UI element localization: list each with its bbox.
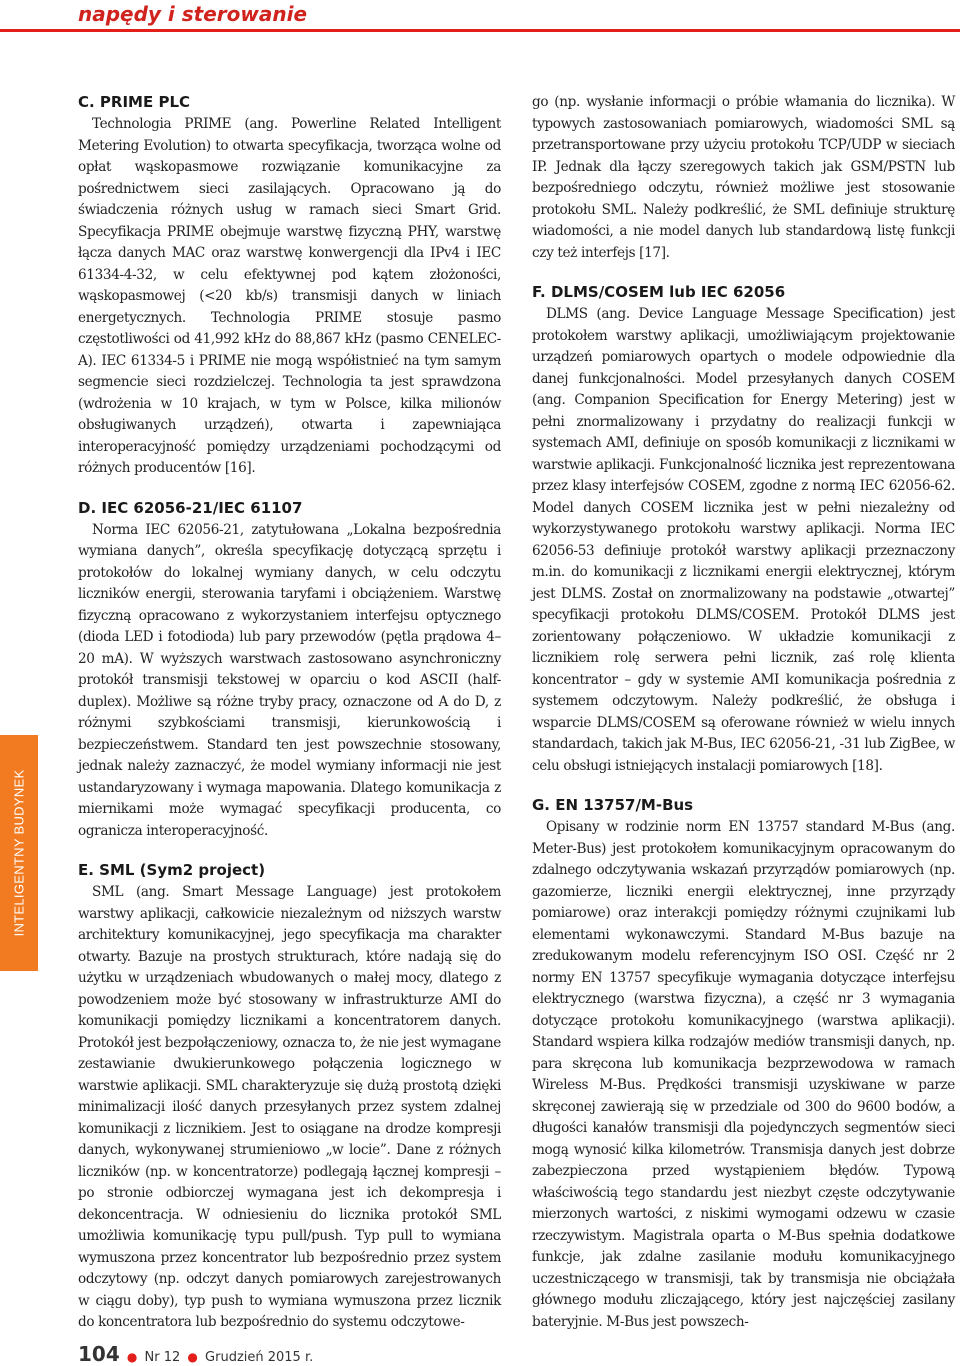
section-body: Norma IEC 62056-21, zatytułowana „Lokalna bezpośrednia wymiana danych”, określa specyfikację dotyczącą sprzętu i protokołów do lokalnej wymiany danych, w celu odczytu liczników energii, sterowania taryfami i obciążeniem. Warstwę fizyczną opracowano z wykorzystaniem interfejsu optycznego (dioda LED i fotodioda) lub pary przewodów (pętla prądowa 4–20 mA). W wyższych warstwach zastosowano asynchroniczny protokół transmisji tekstowej w oparciu o kod ASCII (half-duplex). Możliwe są różne tryby pracy, oznaczone od A do D, z różnymi szybkościami transmisji, kierunkowością i bezpieczeństwem. Standard ten jest powszechnie stosowany, jednak należy zaznaczyć, że model wymiany informacji nie jest ustandaryzowany i wymaga mapowania. Dlatego komunikacja z miernikami może wymagać specyfikacji producenta, co ogranicza interoperacyjność. [78, 521, 501, 839]
section-sml [78, 860, 501, 1334]
page-footer [78, 1342, 313, 1366]
section-heading: C. PRIME PLC [78, 93, 191, 111]
issue-date: Grudzień 2015 r. [205, 1350, 314, 1365]
side-tab-label: INTELIGENTNY BUDYNEK [11, 769, 27, 937]
section-body: DLMS (ang. Device Language Message Specification) jest protokołem warstwy aplikacji, umożliwiającym projektowanie urządzeń pomiarowych opartych o modele odpowiednie dla danej funkcjonalności. Model przesyłanych danych COSEM (ang. Companion Specification for Energy Metering) jest w pełni znormalizowany i przydatny do realizacji funkcji w systemach AMI, definiuje on sposób komunikacji z licznikami w warstwie aplikacji. Funkcjonalność licznika jest reprezentowana przez klasy interfejsów COSEM, zgodne z normą IEC 62056-62. Model danych COSEM licznika jest w pełni niezależny od wykorzystywanego protokołu warstwy aplikacji. Norma IEC 62056-53 definiuje protokół warstwy aplikacji przeznaczony m.in. do komunikacji z licznikami energii elektrycznej, którym jest DLMS. Został on znormalizowany na podstawie „otwartej” specyfikacji protokołu DLMS/COSEM. Protokół DLMS jest zorientowany połączeniowo. W układzie komunikacji z licznikiem rolę serwera pełni licznik, zaś rolę klienta koncentrator – gdy w systemie AMI komunikacja pośrednia z systemem odczytowym. Należy podkreślić, że obsługa i wsparcie DLMS/COSEM są oferowane również w wielu innych standardach, takich jak M-Bus, IEC 62056-21, -31 lub ZigBee, w celu obsługi istniejących instalacji pomiarowych [18]. [532, 306, 955, 774]
page-number: 104 [78, 1342, 120, 1366]
section-iec-62056-21 [78, 498, 501, 843]
section-heading: D. IEC 62056-21/IEC 61107 [78, 498, 303, 517]
section-body: SML (ang. Smart Message Language) jest protokołem warstwy aplikacji, całkowicie niezależnym od niższych warstw architektury komunikacyjnej, jego specyfikacja ma charakter otwarty. Bazuje na prostych strukturach, które nadają się do użytku w urządzeniach wbudowanych o małej mocy, dlatego z powodzeniem może być stosowany w infrastrukturze AMI do komunikacji pomiędzy licznikami a koncentratorem danych. Protokół jest bezpołączeniowy, oznacza to, że nie jest wymagane zestawianie dwukierunkowego połączenia logicznego w warstwie aplikacji. SML charakteryzuje się dużą prostotą dzięki minimalizacji ilość danych przesyłanych przez system zdalnej komunikacji z licznikiem. Jest to osiągane na drodze kompresji danych, wykonywanej strumieniowo „w locie”. Dane z różnych liczników (np. w koncentratorze) podlegają łącznej kompresji – po stronie odbiorczej wymagana jest ich dekompresja i dekoncentracja. W odniesieniu do licznika protokół SML umożliwia komunikację typu pull/push. Typ pull to wymiana wymuszona przez koncentrator lub bezpośrednio przez system odczytowy (np. odczyt danych pomiarowych zarejestrowanych w ciągu doby), typ push to wymiana wymuszona przez licznik do koncentratora lub bezpośrednio do systemu odczytowe- [78, 884, 501, 1330]
magazine-section-title: napędy i sterowanie [78, 2, 308, 26]
section-body: go (np. wysłanie informacji o próbie włamania do licznika). W typowych zastosowaniach pomiarowych, wiadomości SML są przetransportowane przy użyciu protokołu TCP/UDP w sieciach IP. Jednak dla łączy szeregowych takich jak GSM/PSTN lub bezpośredniego odczytu, również możliwe jest stosowanie protokołu SML. Należy podkreślić, że SML definiuje strukturę wiadomości, a nie model danych lub standardową listę funkcji czy też interfejs [17]. [532, 94, 955, 261]
section-heading: F. DLMS/COSEM lub IEC 62056 [532, 283, 786, 301]
section-sml-continued [532, 92, 955, 264]
bullet-icon: ● [126, 1350, 138, 1364]
section-heading: E. SML (Sym2 project) [78, 861, 266, 879]
issue-number: Nr 12 [144, 1350, 181, 1365]
side-section-tab [0, 735, 38, 971]
right-column [532, 92, 955, 1351]
section-m-bus [532, 795, 955, 1333]
section-body: Opisany w rodzinie norm EN 13757 standard M-Bus (ang. Meter-Bus) jest protokołem komunikacyjnym opracowanym do zdalnego odczytywania wskazań przyrządów pomiarowych (np. gazomierze, liczniki energii elektrycznej, inne przyrządy pomiarowe) oraz interakcji pomiędzy różnymi czujnikami lub elementami wykonawczymi. Standard M-Bus bazuje na zredukowanym modelu referencyjnym ISO OSI. Część nr 2 normy EN 13757 specyfikuje wymagania dotyczące interfejsu elektrycznego (warstwa fizyczna), a część nr 3 wymagania dotyczące protokołu komunikacyjnego (warstwa aplikacji). Standard wspiera kilka rodzajów mediów transmisji danych, np. para skręcona lub komunikacja bezprzewodowa w ramach Wireless M-Bus. Prędkości transmisji uzyskiwane w parze skręconej zawierają się w przedziale od 300 do 9600 bodów, a długości kanałów transmisji dla pojedynczych segmentów sieci mogą wynosić kilka kilometrów. Transmisja danych jest dobrze zabezpieczona przed wystąpieniem błędów. Typową właściwością tego standardu jest niezbyt częste odczytywanie mierzonych wartości, z niskimi wymogami odzewu w czasie rzeczywistym. Magistrala oparta o M-Bus spełnia dodatkowe funkcje, jak zdalne zasilanie modułu komunikacyjnego uczestniczącego w transmisji, tak by transmisja nie obciążała głównego modułu zliczającego, który jest najczęściej zasilany bateryjnie. M-Bus jest powszech- [532, 819, 955, 1330]
header-rule [0, 29, 960, 32]
section-heading: G. EN 13757/M-Bus [532, 796, 694, 814]
section-dlms-cosem [532, 282, 955, 777]
left-column [78, 92, 501, 1352]
bullet-icon: ● [187, 1350, 198, 1364]
section-prime-plc [78, 92, 501, 480]
section-body: Technologia PRIME (ang. Powerline Related Intelligent Metering Evolution) to otwarta specyfikacja, tworząca wolne od opłat wąskopasmowe rozwiązanie komunikacyjne za pośrednictwem sieci zasilających. Opracowano ją do świadczenia różnych usług w ramach sieci Smart Grid. Specyfikacja PRIME obejmuje warstwę fizyczną PHY, warstwę łącza danych MAC oraz warstwę konwergencji dla IPv4 i IEC 61334-4-32, w celu efektywnej pod kątem złożoności, wąskopasmowej (<20 kb/s) transmisji danych w liniach energetycznych. Technologia PRIME stosuje pasmo częstotliwości od 41,992 kHz do 88,867 kHz (pasmo CENELEC-A). IEC 61334-5 i PRIME nie mogą współistnieć na tym samym segmencie sieci rozdzielczej. Technologia ta jest sprawdzona (wdrożenia w 10 krajach, w tym w Polsce, kilka milionów obsługiwanych urządzeń), otwarta i zapewniająca interoperacyjność pomiędzy urządzeniami pochodzącymi od różnych producentów [16]. [78, 116, 501, 476]
